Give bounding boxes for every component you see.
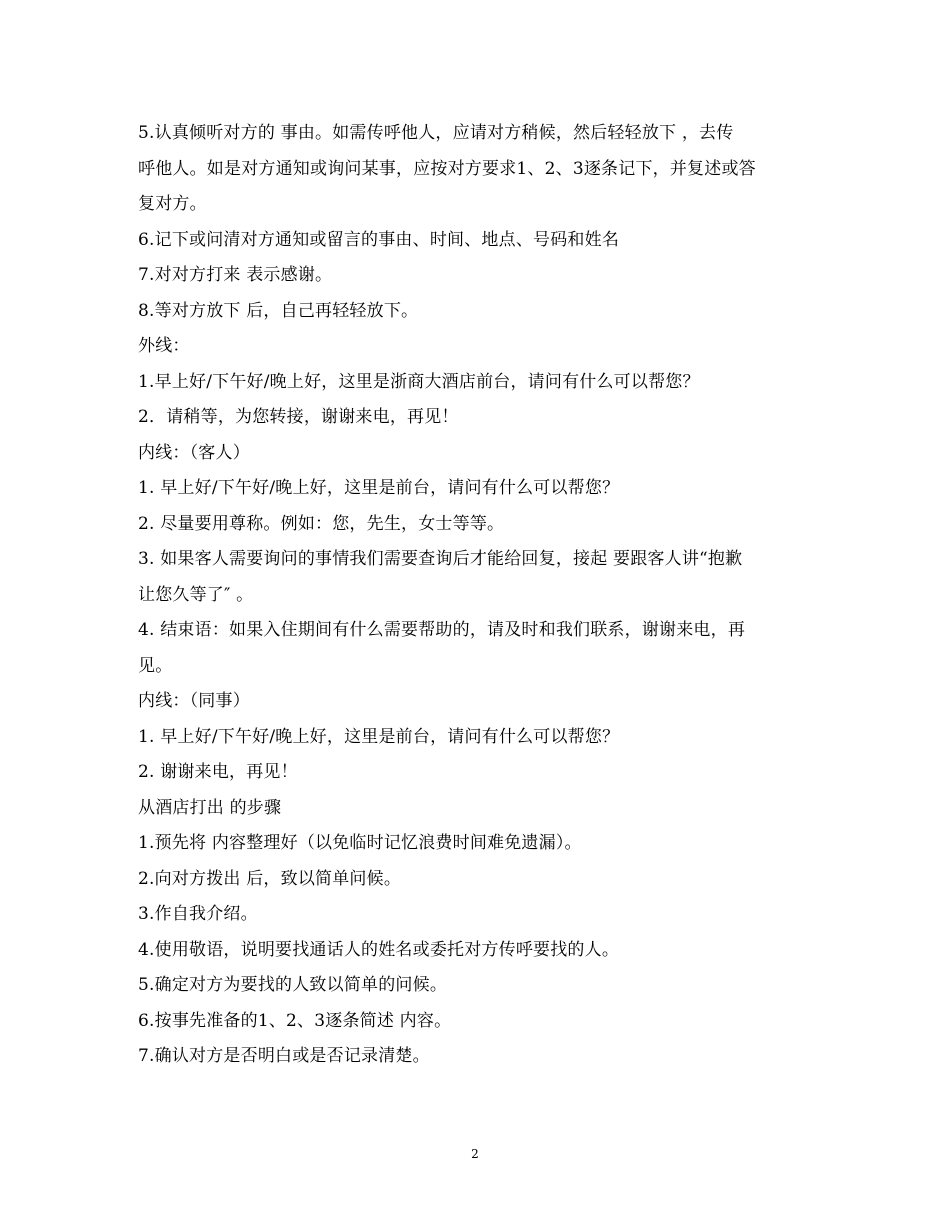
text-line: 6.记下或问清对方通知或留言的事由、时间、地点、号码和姓名 xyxy=(138,229,620,250)
text-line: 4.使用敬语，说明要找通话人的姓名或委托对方传呼要找的人。 xyxy=(138,939,620,960)
text-line: 3. 如果客人需要询问的事情我们需要查询后才能给回复，接起 要跟客人讲“抱歉 xyxy=(138,549,743,569)
text-line: 5.认真倾听对方的 事由。如需传呼他人，应请对方稍候，然后轻轻放下 ，去传 xyxy=(138,123,734,143)
page-number: 2 xyxy=(471,1147,479,1161)
section-heading-outgoing-call: 从酒店打出 的步骤 xyxy=(138,797,282,818)
text-line: 1. 早上好/下午好/晚上好，这里是前台，请问有什么可以帮您？ xyxy=(138,726,620,747)
text-line: 1. 早上好/下午好/晚上好，这里是前台，请问有什么可以帮您？ xyxy=(138,478,620,498)
body-text xyxy=(138,116,818,1075)
text-line: 2.向对方拨出 后，致以简单问候。 xyxy=(138,868,402,889)
section-heading-inside-line-guest: 内线：（客人） xyxy=(138,442,250,463)
section-heading-inside-line-colleague: 内线：（同事） xyxy=(138,691,250,711)
text-line: 呼他人。如是对方通知或询问某事，应按对方要求1、2、3逐条记下，并复述或答 xyxy=(138,158,756,179)
text-line: 6.按事先准备的1、2、3逐条简述 内容。 xyxy=(138,1010,452,1031)
text-line: 2. 尽量要用尊称。例如：您，先生，女士等等。 xyxy=(138,513,505,534)
text-line: 7.确认对方是否明白或是否记录清楚。 xyxy=(138,1046,430,1066)
text-line: 5.确定对方为要找的人致以简单的问候。 xyxy=(138,975,448,995)
text-line: 8.等对方放下 后，自己再轻轻放下。 xyxy=(138,300,419,321)
section-heading-outside-line: 外线： xyxy=(138,336,190,356)
text-line: 见。 xyxy=(138,655,173,676)
text-line: 4. 结束语：如果入住期间有什么需要帮助的，请及时和我们联系，谢谢来电，再 xyxy=(138,620,746,640)
text-line: 1.早上好/下午好/晚上好，这里是浙商大酒店前台，请问有什么可以帮您？ xyxy=(138,371,700,392)
text-line: 2．请稍等，为您转接，谢谢来电，再见！ xyxy=(138,407,459,427)
text-line: 2. 谢谢来电，再见！ xyxy=(138,762,298,782)
text-line: 3.作自我介绍。 xyxy=(138,904,258,924)
text-line: 7.对对方打来 表示感谢。 xyxy=(138,265,333,285)
text-line: 1.预先将 内容整理好（以免临时记忆浪费时间难免遗漏）。 xyxy=(138,833,582,853)
text-line: 复对方。 xyxy=(138,194,207,214)
text-line: 让您久等了″ 。 xyxy=(138,584,254,605)
